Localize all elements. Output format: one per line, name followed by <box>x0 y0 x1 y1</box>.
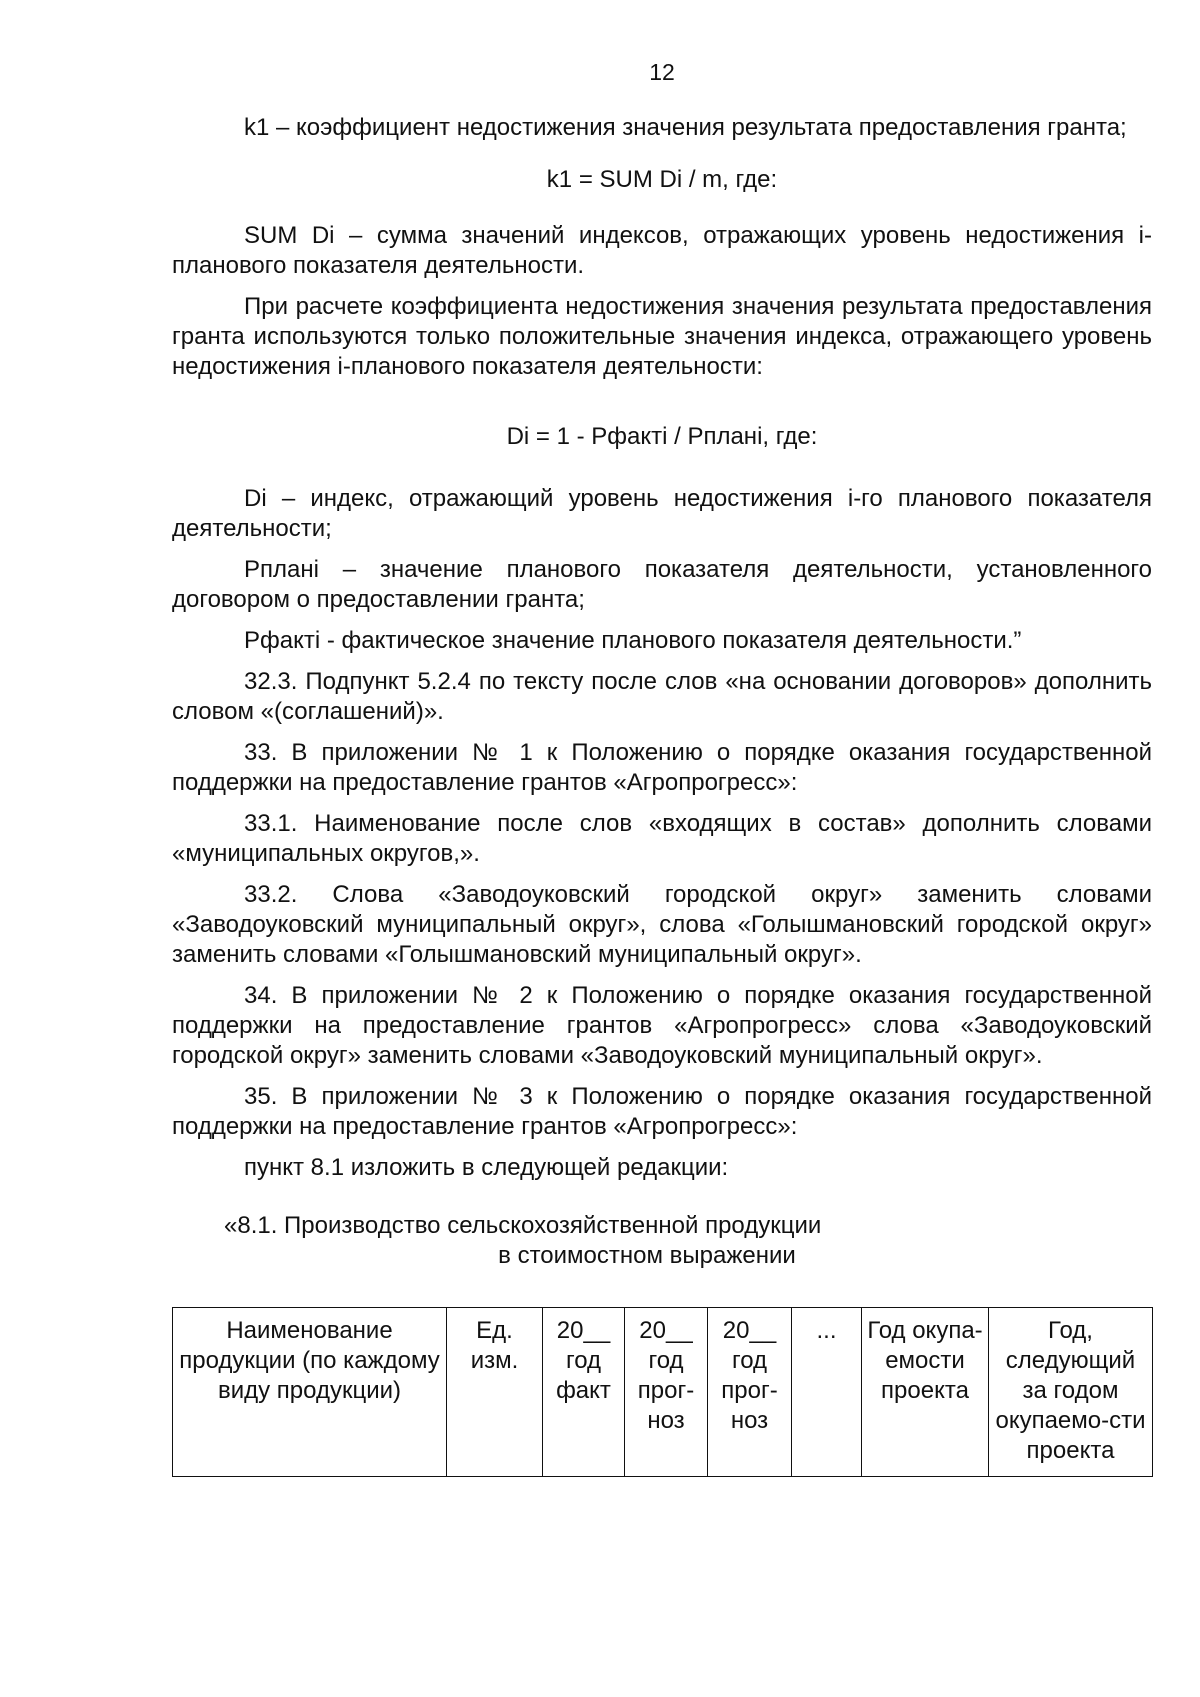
header-year-after-payback: Год, следующий за годом окупаемо-сти проекта <box>989 1308 1153 1477</box>
production-table <box>172 1307 1153 1477</box>
header-payback-year: Год окупа-емости проекта <box>862 1308 989 1477</box>
paragraph-33-2: 33.2. Слова «Заводоуковский городской округ» заменить словами «Заводоуковский муниципальный округ», слова «Голышмановский городской округ» заменить словами «Голышмановский муниципальный округ». <box>172 881 1152 968</box>
header-ellipsis: ... <box>792 1308 862 1477</box>
section-heading-line1: «8.1. Производство сельскохозяйственной продукции <box>224 1212 822 1239</box>
paragraph-point-8-1: пункт 8.1 изложить в следующей редакции: <box>244 1154 729 1181</box>
table-header-row <box>173 1308 1153 1477</box>
header-unit: Ед. изм. <box>447 1308 543 1477</box>
header-product-name: Наименование продукции (по каждому виду продукции) <box>173 1308 447 1477</box>
section-heading-line2: в стоимостном выражении <box>498 1242 796 1269</box>
paragraph-rplan-definition: Рпланi – значение планового показателя деятельности, установленного договором о предоставлении гранта; <box>172 556 1152 613</box>
formula-k1: k1 = SUM Di / m, где: <box>546 166 778 193</box>
page-number: 12 <box>649 59 675 85</box>
header-year-forecast-1: 20__ год прог-ноз <box>625 1308 708 1477</box>
paragraph-sum-di: SUM Di – сумма значений индексов, отражающих уровень недостижения i-планового показателя деятельности. <box>172 222 1152 279</box>
header-year-forecast-2: 20__ год прог-ноз <box>708 1308 792 1477</box>
paragraph-calculation-note: При расчете коэффициента недостижения значения результата предоставления гранта используются только положительные значения индекса, отражающего уровень недостижения i-планового показателя деятельности: <box>172 293 1152 380</box>
header-year-fact: 20__ год факт <box>543 1308 625 1477</box>
paragraph-33: 33. В приложении № 1 к Положению о порядке оказания государственной поддержки на предоставление грантов «Агропрогресс»: <box>172 739 1152 796</box>
paragraph-32-3: 32.3. Подпункт 5.2.4 по тексту после слов «на основании договоров» дополнить словом «(соглашений)». <box>172 668 1152 725</box>
document-body <box>172 113 1152 1477</box>
paragraph-rfact-definition: Рфактi - фактическое значение планового показателя деятельности.” <box>244 627 1022 654</box>
paragraph-k1-definition: k1 – коэффициент недостижения значения результата предоставления гранта; <box>244 114 1127 141</box>
paragraph-33-1: 33.1. Наименование после слов «входящих в состав» дополнить словами «муниципальных округов,». <box>172 810 1152 867</box>
paragraph-di-definition: Di – индекс, отражающий уровень недостижения i-го планового показателя деятельности; <box>172 485 1152 542</box>
paragraph-35: 35. В приложении № 3 к Положению о порядке оказания государственной поддержки на предоставление грантов «Агропрогресс»: <box>172 1083 1152 1140</box>
section-heading <box>172 1211 1152 1271</box>
paragraph-34: 34. В приложении № 2 к Положению о порядке оказания государственной поддержки на предоставление грантов «Агропрогресс» слова «Заводоуковский городской округ» заменить словами «Заводоуковский муниципальный округ». <box>172 982 1152 1069</box>
formula-di: Di = 1 - Рфактi / Рпланi, где: <box>506 423 818 450</box>
